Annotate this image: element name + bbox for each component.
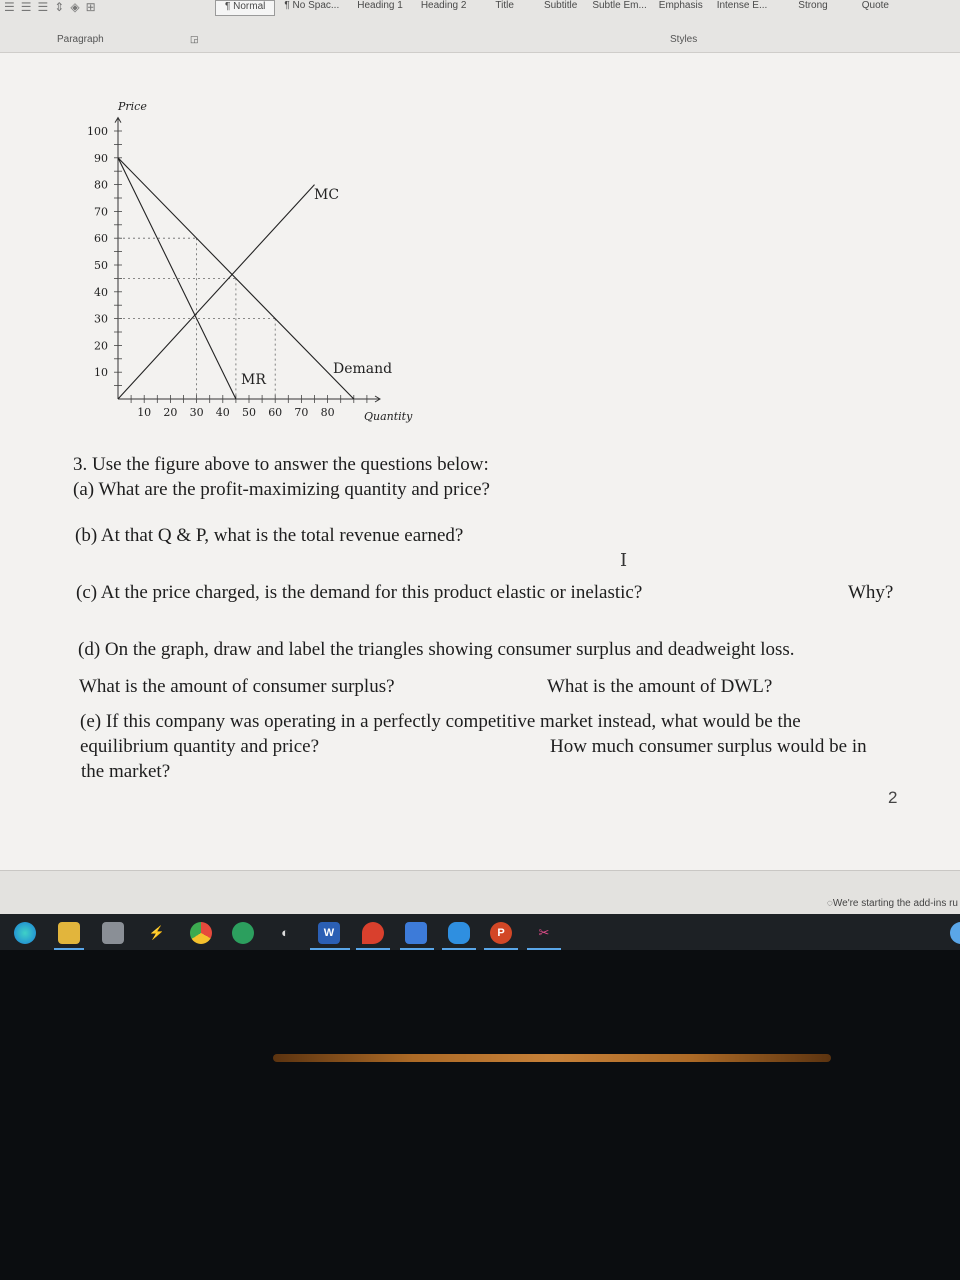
file-explorer-icon[interactable] (58, 922, 80, 944)
demand-label: Demand (333, 361, 393, 377)
question-c-why: Why? (848, 582, 894, 603)
style-subtle-emphasis[interactable]: Subtle Em... (592, 0, 647, 11)
powerpoint-icon[interactable] (490, 922, 512, 944)
x-tick-label: 30 (189, 406, 204, 419)
page-number: 2 (888, 788, 898, 807)
supply-demand-chart (60, 95, 500, 435)
steam-icon[interactable]: ◐ (281, 925, 289, 940)
photos-indicator (400, 948, 434, 950)
question-e-line2a: equilibrium quantity and price? (80, 736, 320, 757)
borders-icon[interactable]: ⊞ (85, 0, 96, 14)
chrome-icon[interactable] (190, 922, 212, 944)
snip-indicator (527, 948, 561, 950)
question-e-line2b: How much consumer surplus would be in (550, 736, 867, 757)
x-tick-label: 50 (242, 406, 256, 419)
shading-icon[interactable]: ◈ (70, 0, 80, 14)
question-a: (a) What are the profit-maximizing quantity and price? (73, 479, 490, 500)
edge-icon[interactable] (14, 922, 36, 944)
maps-indicator (356, 948, 390, 950)
y-tick-label: 20 (94, 339, 108, 353)
style-heading-1[interactable]: Heading 1 (357, 0, 403, 11)
x-tick-label: 10 (137, 406, 152, 419)
style-quote[interactable]: Quote (861, 0, 889, 11)
powerpoint-glyph: P (497, 927, 505, 939)
screen-reflection-glow (273, 1054, 831, 1062)
x-tick-label: 60 (268, 406, 283, 419)
photos-icon[interactable] (405, 922, 427, 944)
align-center-icon[interactable]: ☰ (20, 0, 32, 14)
y-tick-label: 70 (94, 205, 108, 219)
maps-icon[interactable] (362, 922, 384, 944)
line-spacing-icon[interactable]: ⇕ (54, 0, 65, 14)
align-left-icon[interactable]: ☰ (4, 0, 15, 14)
y-tick-label: 90 (94, 151, 108, 165)
x-tick-label: 70 (294, 406, 309, 419)
question-d-dwl: What is the amount of DWL? (547, 676, 773, 697)
question-e-line3: the market? (81, 761, 171, 782)
style-emphasis[interactable]: Emphasis (658, 0, 703, 11)
mc-label: MC (314, 187, 340, 203)
ribbon (0, 0, 960, 53)
mc-curve (118, 185, 315, 399)
paragraph-dialog-launcher-icon[interactable]: ◲ (190, 34, 199, 44)
x-axis-label: Quantity (364, 410, 413, 423)
word-icon[interactable] (318, 922, 340, 944)
style-heading-2[interactable]: Heading 2 (420, 0, 467, 11)
paragraph-group-label: Paragraph (57, 34, 104, 45)
y-tick-label: 60 (94, 232, 108, 246)
snip-icon[interactable]: ✂ (538, 925, 550, 940)
onedrive-indicator (442, 948, 476, 950)
styles-group-label: Styles (670, 34, 698, 45)
notification-icon[interactable] (950, 922, 960, 944)
justify-icon[interactable]: ☰ (37, 0, 49, 14)
question-e-line1: (e) If this company was operating in a perfectly competitive market instead, what would be the (80, 711, 801, 732)
style-intense-emphasis[interactable]: Intense E... (716, 0, 768, 11)
styles-gallery (215, 0, 899, 16)
y-tick-label: 100 (87, 125, 108, 138)
file-explorer-indicator (54, 948, 84, 950)
document-page[interactable] (0, 53, 960, 870)
y-tick-label: 40 (94, 285, 108, 299)
style-normal[interactable]: ¶ Normal (215, 0, 275, 16)
word-glyph: W (323, 927, 335, 939)
taskbar (0, 914, 960, 950)
text-cursor-icon: I (620, 550, 628, 571)
style-strong[interactable]: Strong (798, 0, 828, 11)
status-bar (0, 870, 960, 915)
onedrive-icon[interactable] (448, 922, 470, 944)
store-icon[interactable] (102, 922, 124, 944)
app-icon[interactable] (232, 922, 254, 944)
x-tick-label: 40 (215, 406, 230, 419)
style-subtitle[interactable]: Subtitle (543, 0, 578, 11)
y-tick-label: 50 (94, 259, 108, 272)
powerpoint-indicator (484, 948, 518, 950)
question-3: 3. Use the figure above to answer the questions below: (73, 454, 489, 475)
word-indicator (310, 948, 350, 950)
style-no-spacing[interactable]: ¶ No Spac... (284, 0, 340, 11)
addins-icon: ◌ (826, 898, 833, 909)
addins-text: We're starting the add-ins ru (832, 898, 958, 909)
y-tick-label: 80 (94, 178, 108, 192)
y-tick-label: 10 (94, 366, 108, 380)
addins-status (827, 898, 958, 909)
question-d-cs: What is the amount of consumer surplus? (79, 676, 395, 697)
x-tick-label: 80 (320, 406, 335, 419)
x-tick-label: 20 (163, 406, 178, 419)
question-c: (c) At the price charged, is the demand for this product elastic or inelastic? (76, 582, 643, 603)
mr-label: MR (241, 372, 266, 388)
style-title[interactable]: Title (495, 0, 514, 11)
question-d: (d) On the graph, draw and label the triangles showing consumer surplus and deadweight loss. (78, 639, 795, 660)
y-tick-label: 30 (94, 312, 108, 326)
paragraph-tools (4, 0, 96, 14)
question-b: (b) At that Q & P, what is the total revenue earned? (75, 525, 464, 546)
pin-icon[interactable]: ⚡ (148, 925, 166, 940)
y-axis-label: Price (118, 100, 147, 113)
